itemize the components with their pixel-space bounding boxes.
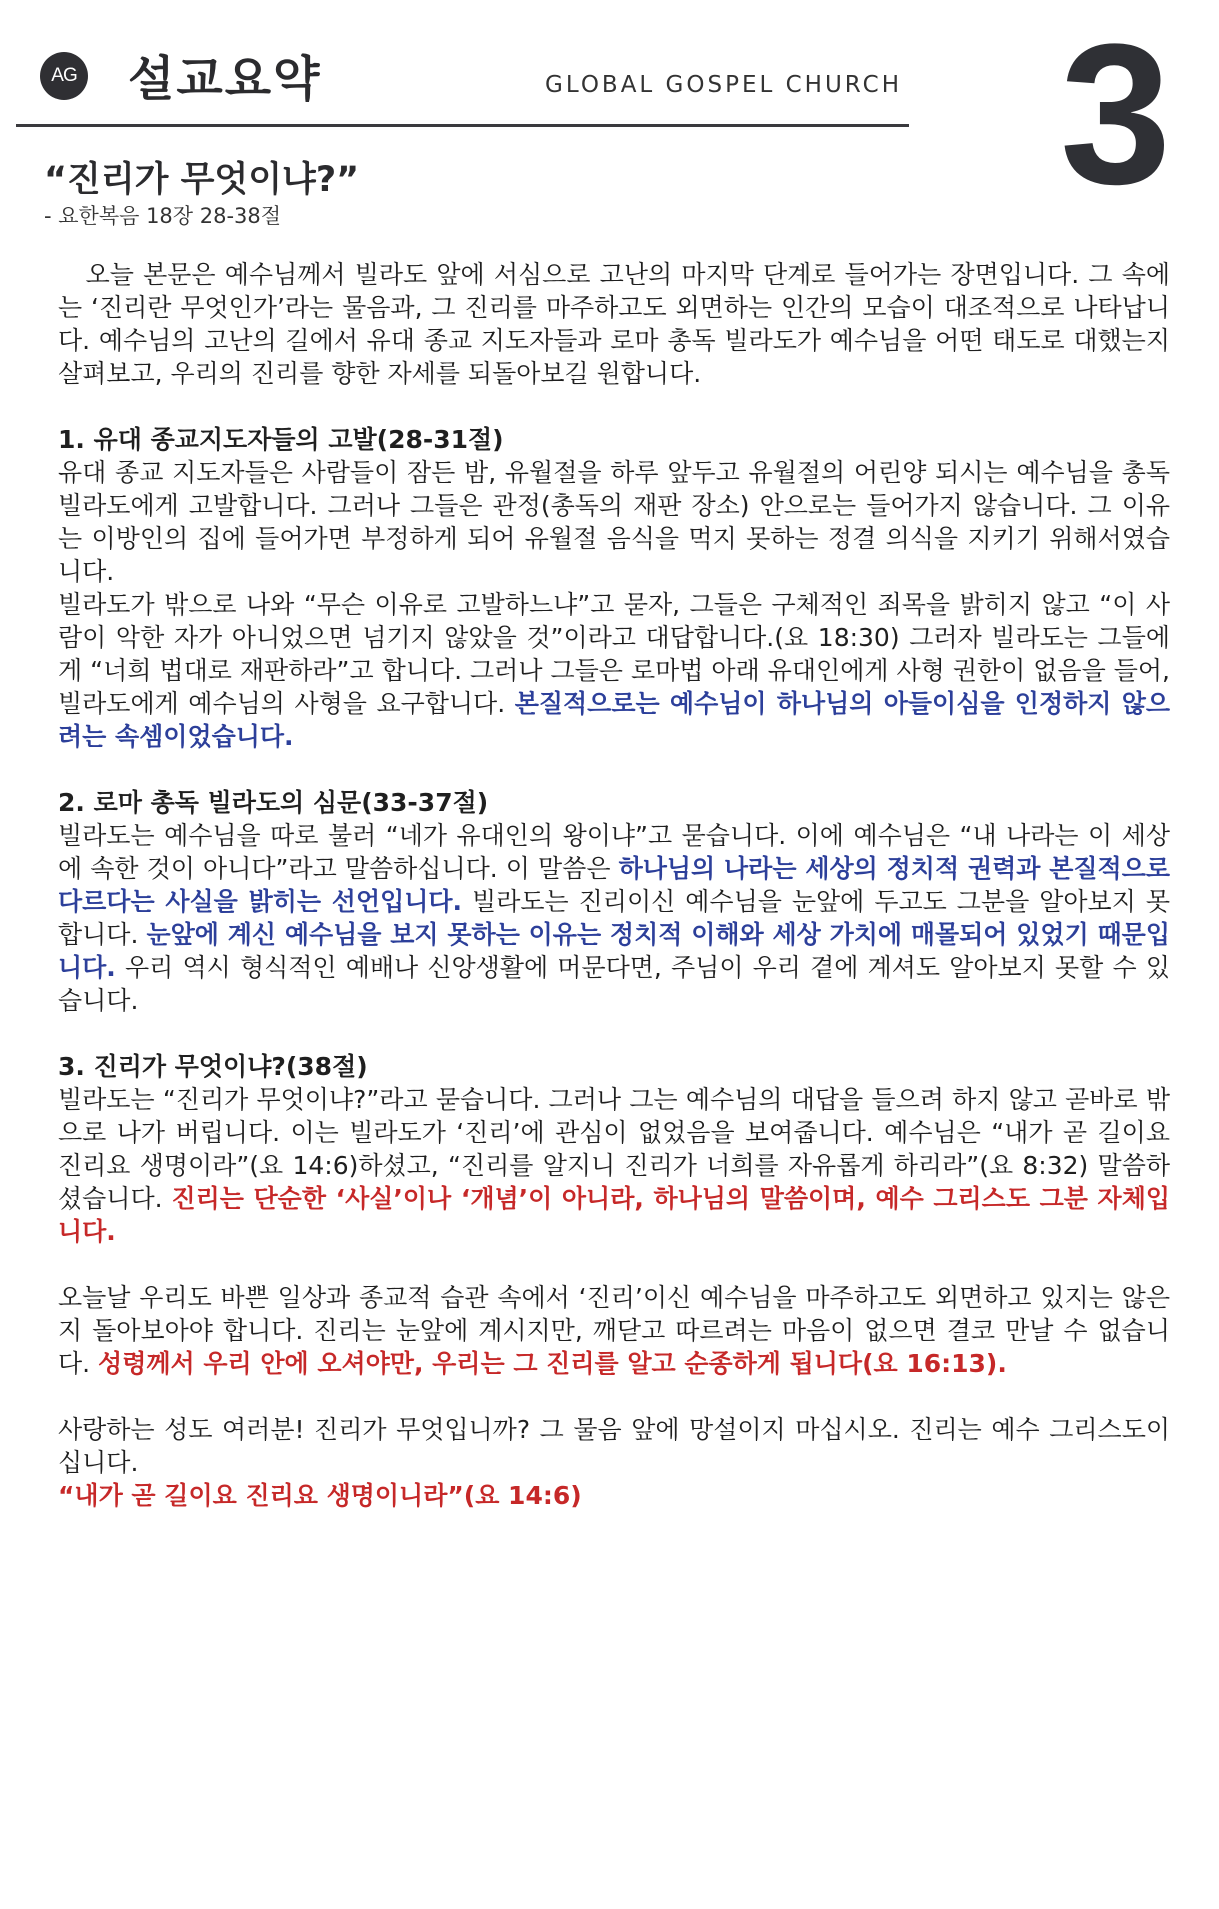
- page-number: 3: [1060, 3, 1172, 226]
- closing-quote: “내가 곧 길이요 진리요 생명이니라”(요 14:6): [58, 1481, 582, 1510]
- section-1-emphasis: 본질적으로는 예수님이 하나님의 아들이심을 인정하지 않으려는 속셈이었습니다.: [58, 689, 1171, 751]
- conclusion-emphasis: 성령께서 우리 안에 오셔야만, 우리는 그 진리를 알고 순종하게 됩니다(요 16:13).: [98, 1349, 1007, 1378]
- church-logo: AG: [40, 52, 88, 100]
- section-1-paragraph-1: 유대 종교 지도자들은 사람들이 잠든 밤, 유월절을 하루 앞두고 유월절의 어린양 되시는 예수님을 총독 빌라도에게 고발합니다. 그러나 그들은 관정(총독의 재판 장소) 안으로는 들어가지 않습니다. 그 이유는 이방인의 집에 들어가면 부정하게 되어 유월절 음식을 먹지 못하는 정결 의식을 지키기 위해서였습니다.: [58, 458, 1170, 586]
- section-3-paragraph: [58, 1083, 1170, 1248]
- sermon-title: “진리가 무엇이냐?”: [44, 160, 360, 200]
- section-2-text-3: 우리 역시 형식적인 예배나 신앙생활에 머문다면, 주님이 우리 곁에 계셔도 알아보지 못할 수 있습니다.: [58, 953, 1170, 1015]
- header-divider: [16, 124, 909, 127]
- section-2-text-2: 빌라도는 진리이신 예수님을 눈앞에 두고도 그분을 알아보지 못합니다.: [58, 887, 1171, 949]
- sermon-body: [58, 258, 1178, 1512]
- section-1-text: 빌라도가 밖으로 나와 “무슨 이유로 고발하느냐”고 묻자, 그들은 구체적인 죄목을 밝히지 않고 “이 사람이 악한 자가 아니었으면 넘기지 않았을 것”이라고 대답합니다.(요 18:30) 그러자 빌라도는 그들에게 “너희 법대로 재판하라”고 합니다. 그러나 그들은 로마법 아래 유대인에게 사형 권한이 없음을 들어, 빌라도에게 예수님의 사형을 요구합니다.: [58, 590, 1170, 718]
- section-2-text-1: 빌라도는 예수님을 따로 불러 “네가 유대인의 왕이냐”고 묻습니다. 이에 예수님은 “내 나라는 이 세상에 속한 것이 아니다”라고 말씀하십니다. 이 말씀은: [58, 821, 1170, 883]
- section-2-paragraph: [58, 819, 1170, 1017]
- section-1-paragraph-2: [58, 588, 1170, 753]
- church-name: GLOBAL GOSPEL CHURCH: [545, 72, 902, 98]
- closing-paragraph: 사랑하는 성도 여러분! 진리가 무엇입니까? 그 물음 앞에 망설이지 마십시오. 진리는 예수 그리스도이십니다.: [58, 1415, 1170, 1477]
- page-header-title: 설교요약: [128, 51, 322, 107]
- conclusion-text: 오늘날 우리도 바쁜 일상과 종교적 습관 속에서 ‘진리’이신 예수님을 마주하고도 외면하고 있지는 않은지 돌아보아야 합니다. 진리는 눈앞에 계시지만, 깨닫고 따르려는 마음이 없으면 결코 만날 수 없습니다.: [58, 1283, 1170, 1378]
- intro-paragraph: 오늘 본문은 예수님께서 빌라도 앞에 서심으로 고난의 마지막 단계로 들어가는 장면입니다. 그 속에는 ‘진리란 무엇인가’라는 물음과, 그 진리를 마주하고도 외면하는 인간의 모습이 대조적으로 나타납니다. 예수님의 고난의 길에서 유대 종교 지도자들과 로마 총독 빌라도가 예수님을 어떤 태도로 대했는지 살펴보고, 우리의 진리를 향한 자세를 되돌아보길 원합니다.: [58, 260, 1178, 388]
- section-2-emphasis-2: 눈앞에 계신 예수님을 보지 못하는 이유는 정치적 이해와 세상 가치에 매몰되어 있었기 때문입니다.: [58, 920, 1170, 982]
- section-1-heading: 1. 유대 종교지도자들의 고발(28-31절): [58, 425, 504, 454]
- conclusion-paragraph: [58, 1281, 1170, 1380]
- section-2-heading: 2. 로마 총독 빌라도의 심문(33-37절): [58, 788, 489, 817]
- section-3-heading: 3. 진리가 무엇이냐?(38절): [58, 1052, 368, 1081]
- section-2-emphasis-1: 하나님의 나라는 세상의 정치적 권력과 본질적으로 다르다는 사실을 밝히는 선언입니다.: [58, 854, 1170, 916]
- section-3-emphasis-1: 진리는 단순한 ‘사실’이나 ‘개념’이 아니라, 하나님의 말씀이며, 예수 그리스도 그분 자체입니다.: [58, 1184, 1170, 1246]
- scripture-reference: - 요한복음 18장 28-38절: [44, 204, 282, 228]
- section-3-text-1: 빌라도는 “진리가 무엇이냐?”라고 묻습니다. 그러나 그는 예수님의 대답을 들으려 하지 않고 곧바로 밖으로 나가 버립니다. 이는 빌라도가 ‘진리’에 관심이 없었음을 보여줍니다. 예수님은 “내가 곧 길이요 진리요 생명이라”(요 14:6)하셨고, “진리를 알지니 진리가 너희를 자유롭게 하리라”(요 8:32) 말씀하셨습니다.: [58, 1085, 1170, 1213]
